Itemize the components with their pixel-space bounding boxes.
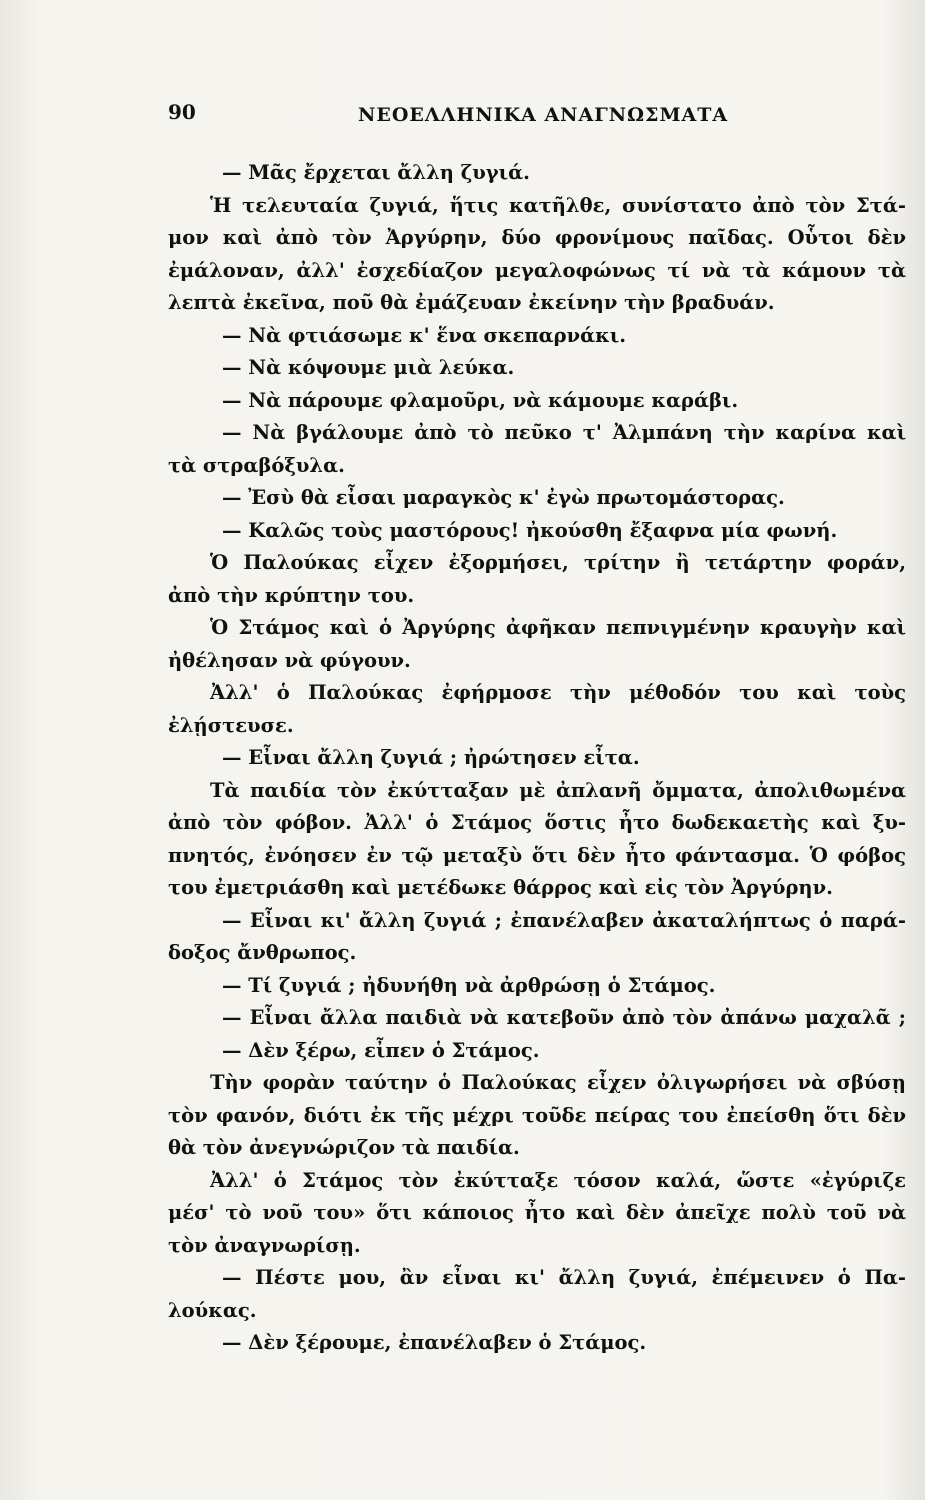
- text-line: — Νὰ πάρουμε φλαμοῦρι, νὰ κάμουμε καράβι.: [222, 388, 739, 412]
- text-line: δοξος ἄνθρωπος.: [168, 941, 357, 964]
- text-line: τὰ στραβόξυλα.: [168, 453, 345, 477]
- text-line: πνητός, ἐνόησεν ἐν τῷ μεταξὺ ὅτι δὲν ἦτο φάντασμα. Ὁ φόβος: [168, 843, 906, 867]
- text-line: Τὰ παιδία τὸν ἐκύτταξαν μὲ ἀπλανῆ ὄμματα, ἀπολιθωμένα: [210, 778, 906, 802]
- text-line: Ἀλλ' ὁ Παλούκας ἐφήρμοσε τὴν μέθοδόν του καὶ τοὺς: [210, 681, 906, 704]
- text-line: — Νὰ κόψουμε μιὰ λεύκα.: [222, 356, 515, 379]
- text-line: — Καλῶς τοὺς μαστόρους! ἠκούσθη ἔξαφνα μία φωνή.: [222, 518, 838, 542]
- page-number: 90: [168, 100, 196, 124]
- text-line: — Εἶναι ἄλλη ζυγιά ; ἠρώτησεν εἶτα.: [222, 746, 640, 769]
- text-line: — Ἐσὺ θὰ εἶσαι μαραγκὸς κ' ἐγὼ πρωτομάστορας.: [222, 486, 785, 509]
- text-line: — Δὲν ξέρουμε, ἐπανέλαβεν ὁ Στάμος.: [222, 1331, 647, 1354]
- text-line: Τὴν φορὰν ταύτην ὁ Παλούκας εἶχεν ὀλιγωρήσει νὰ σβύσῃ: [210, 1071, 906, 1094]
- text-line: ἐμάλοναν, ἀλλ' ἐσχεδίαζον μεγαλοφώνως τί νὰ τὰ κάμουν τὰ: [168, 258, 906, 282]
- text-line: ἐλῄστευσε.: [168, 713, 294, 737]
- text-line: του ἐμετριάσθη καὶ μετέδωκε θάρρος καὶ εἰς τὸν Ἀργύρην.: [168, 876, 833, 899]
- text-line: Ὁ Παλούκας εἶχεν ἐξορμήσει, τρίτην ἢ τετάρτην φοράν,: [210, 551, 906, 574]
- text-line: Ὁ Στάμος καὶ ὁ Ἀργύρης ἀφῆκαν πεπνιγμένην κραυγὴν καὶ: [210, 616, 906, 639]
- text-line: τὸν φανόν, διότι ἐκ τῆς μέχρι τοῦδε πείρας του ἐπείσθη ὅτι δὲν: [168, 1103, 906, 1127]
- text-line: Ἀλλ' ὁ Στάμος τὸν ἐκύτταξε τόσον καλά, ὥστε «ἐγύριζε: [210, 1168, 906, 1192]
- text-line: λούκας.: [168, 1298, 257, 1322]
- text-line: ἀπὸ τὸν φόβον. Ἀλλ' ὁ Στάμος ὅστις ἦτο δωδεκαετὴς καὶ ξυ-: [168, 811, 906, 834]
- text-line: μέσ' τὸ νοῦ του» ὅτι κάποιος ἦτο καὶ δὲν ἀπεῖχε πολὺ τοῦ νὰ: [168, 1201, 906, 1224]
- text-line: — Τί ζυγιά ; ἠδυνήθη νὰ ἀρθρώσῃ ὁ Στάμος.: [222, 973, 716, 997]
- text-line: — Μᾶς ἔρχεται ἄλλη ζυγιά.: [222, 161, 530, 184]
- text-line: — Δὲν ξέρω, εἶπεν ὁ Στάμος.: [222, 1038, 540, 1062]
- text-line: Ἡ τελευταία ζυγιά, ἥτις κατῆλθε, συνίστατο ἀπὸ τὸν Στά-: [210, 193, 906, 217]
- body-text: [168, 157, 906, 1360]
- text-line: ἠθέλησαν νὰ φύγουν.: [168, 648, 411, 672]
- text-line: θὰ τὸν ἀνεγνώριζον τὰ παιδία.: [168, 1136, 520, 1159]
- running-head: ΝΕΟΕΛΛΗΝΙΚΑ ΑΝΑΓΝΩΣΜΑΤΑ: [358, 104, 729, 126]
- text-line: μον καὶ ἀπὸ τὸν Ἀργύρην, δύο φρονίμους παῖδας. Οὗτοι δὲν: [168, 226, 906, 249]
- text-line: — Νὰ φτιάσωμε κ' ἕνα σκεπαρνάκι.: [222, 323, 626, 347]
- text-line: — Εἶναι ἄλλα παιδιὰ νὰ κατεβοῦν ἀπὸ τὸν ἀπάνω μαχαλᾶ ;: [222, 1006, 906, 1029]
- text-line: — Εἶναι κι' ἄλλη ζυγιά ; ἐπανέλαβεν ἀκαταλήπτως ὁ παρά-: [222, 908, 906, 932]
- text-line: τὸν ἀναγνωρίσῃ.: [168, 1233, 361, 1257]
- text-line: — Νὰ βγάλουμε ἀπὸ τὸ πεῦκο τ' Ἀλμπάνη τὴν καρίνα καὶ: [222, 421, 906, 444]
- text-line: ἀπὸ τὴν κρύπτην του.: [168, 583, 415, 607]
- page-header: [168, 100, 728, 130]
- text-line: — Πέστε μου, ἂν εἶναι κι' ἄλλη ζυγιά, ἐπέμεινεν ὁ Πα-: [222, 1266, 906, 1289]
- text-line: λεπτὰ ἐκεῖνα, ποῦ θὰ ἐμάζευαν ἐκείνην τὴν βραδυάν.: [168, 291, 775, 314]
